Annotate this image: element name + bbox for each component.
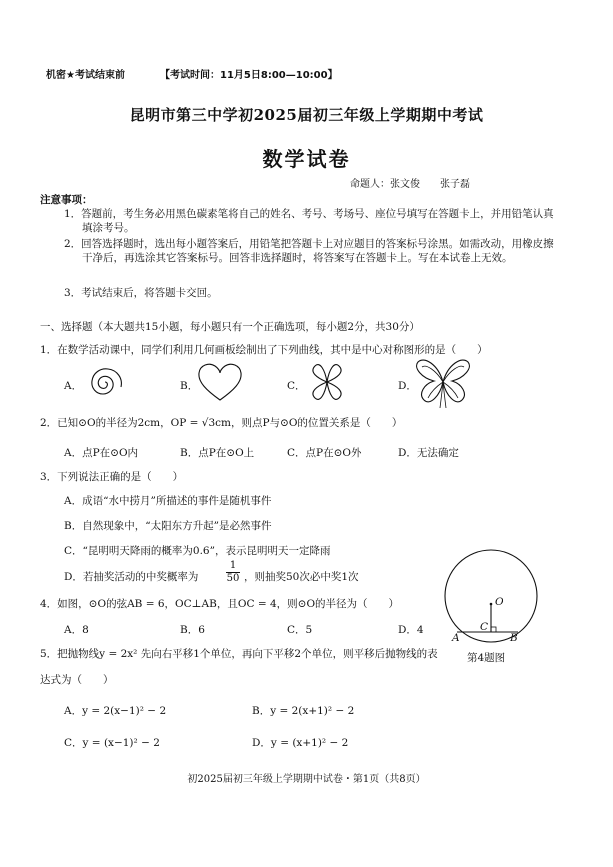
q3-option-a: A．成语“水中捞月”所描述的事件是随机事件: [64, 495, 272, 507]
q5-option-d: D．y = (x+1)² − 2: [252, 737, 349, 749]
q4-option-d: D．4: [398, 624, 424, 636]
q3-fraction: [226, 560, 240, 585]
question-1-stem: 1．在数学活动课中，同学们利用几何画板绘制出了下列曲线，其中是中心对称图形的是（ ）: [40, 344, 488, 356]
q1-option-b: B．: [180, 380, 199, 392]
spiral-curve-icon: [80, 360, 130, 404]
q2-option-d: D．无法确定: [398, 447, 459, 459]
q1-option-c: C．: [287, 380, 306, 392]
q4-option-a: A．8: [64, 624, 89, 636]
note-2: 2．回答选择题时，选出每小题答案后，用铅笔把答题卡上对应题目的答案标号涂黑。如需改动，用橡皮擦干净后，再选涂其它答案标号。回答非选择题时，将答案写在答题卡上。写在本试卷上无效。: [64, 238, 554, 264]
note-3: 3．考试结束后，将答题卡交回。: [64, 287, 218, 299]
exam-title: 昆明市第三中学初2025届初三年级上学期期中考试: [129, 106, 484, 124]
authors: 命题人：张文俊 张子磊: [350, 179, 470, 190]
note-1: 1．答题前，考生务必用黑色碳素笔将自己的姓名、考号、考场号、座位号填写在答题卡上，并用铅笔认真填涂考号。: [64, 208, 554, 234]
figure-label-o: O: [495, 596, 504, 608]
q2-option-b: B．点P在⊙O上: [180, 447, 255, 459]
question-4-stem: 4．如图，⊙O的弦AB = 6，OC⊥AB，且OC = 4，则⊙O的半径为（ ）: [40, 598, 400, 610]
notes-heading: 注意事项：: [40, 194, 93, 206]
q1-option-a: A．: [64, 380, 83, 392]
q4-option-c: C．5: [287, 624, 313, 636]
q1-option-d: D．: [398, 380, 417, 392]
q4-option-b: B．6: [180, 624, 205, 636]
heart-curve-icon: [196, 360, 244, 404]
question-3-stem: 3．下列说法正确的是（ ）: [40, 471, 184, 483]
q3-option-b: B．自然现象中，“太阳东方升起”是必然事件: [64, 520, 272, 532]
q3-fraction-numerator: 1: [226, 560, 240, 573]
q3-option-c: C．“昆明明天降雨的概率为0.6”，表示昆明明天一定降雨: [64, 545, 331, 557]
confidential-label: 机密★考试结束前: [46, 70, 125, 81]
q5-option-b: B．y = 2(x+1)² − 2: [252, 705, 355, 717]
figure-caption: 第4题图: [467, 652, 506, 664]
q5-option-a: A．y = 2(x−1)² − 2: [64, 705, 167, 717]
section-heading: 一、选择题（本大题共15小题，每小题只有一个正确选项，每小题2分，共30分）: [40, 321, 420, 333]
page-footer: 初2025届初三年级上学期期中试卷・第1页（共8页）: [187, 774, 426, 785]
figure-label-a: A: [452, 632, 460, 644]
q3-option-d-suffix: ，则抽奖50次必中奖1次: [244, 571, 359, 583]
q3-fraction-denominator: 50: [226, 573, 240, 584]
question-2-stem: 2．已知⊙O的半径为2cm，OP = √3cm，则点P与⊙O的位置关系是（ ）: [40, 417, 403, 429]
q2-option-a: A．点P在⊙O内: [64, 447, 139, 459]
question-5-stem-line2: 达式为（ ）: [40, 674, 114, 686]
figure-label-c: C: [480, 621, 489, 633]
question-5-stem-line1: 5．把抛物线y = 2x² 先向右平移1个单位，再向下平移2个单位，则平移后抛物线的表: [40, 648, 438, 660]
q5-option-c: C．y = (x−1)² − 2: [64, 737, 160, 749]
butterfly-curve-icon: [414, 354, 472, 410]
exam-time: 【考试时间：11月5日8:00—10:00】: [160, 70, 338, 81]
subject-title: 数学试卷: [262, 147, 351, 171]
four-petal-curve-icon: [303, 358, 351, 406]
figure-label-b: B: [510, 632, 518, 644]
q2-option-c: C．点P在⊙O外: [287, 447, 362, 459]
q3-option-d: D．若抽奖活动的中奖概率为: [64, 571, 199, 583]
